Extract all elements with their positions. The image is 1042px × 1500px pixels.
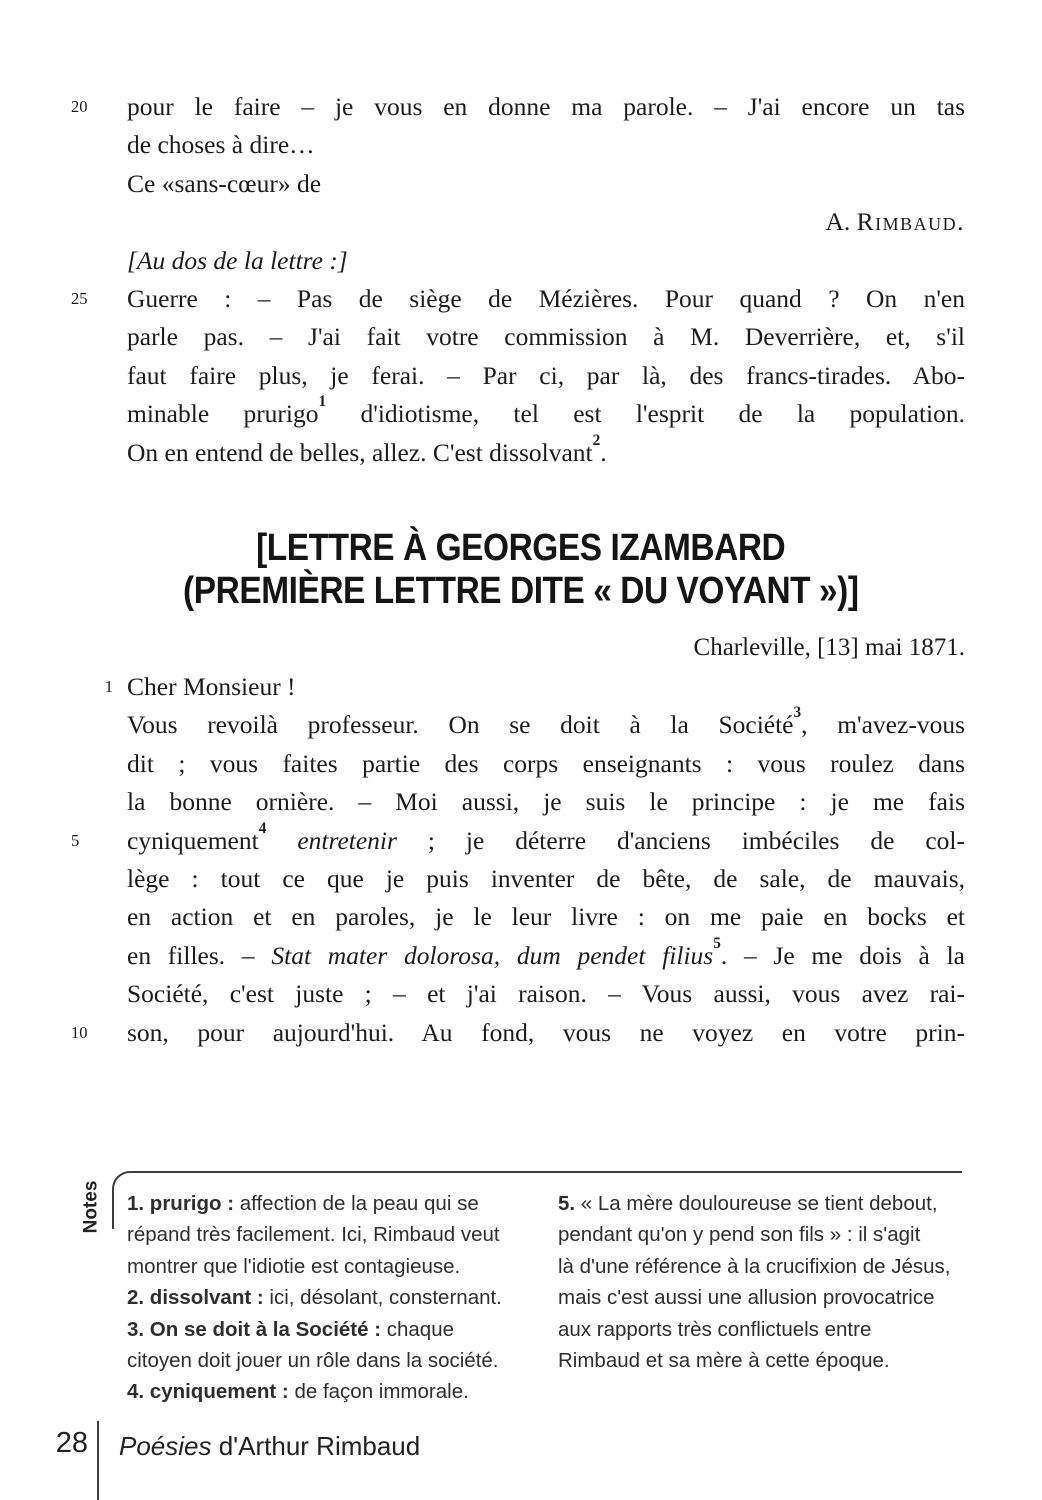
footnote-ref: 5 [713,934,721,952]
text-line [71,280,965,318]
text-segment: 2. dissolvant : [127,1286,264,1310]
notes-column-left [127,1188,553,1408]
text-line [127,898,965,936]
notes-label: Notes [80,1180,102,1234]
text-line [127,126,965,164]
text-line [71,1014,965,1052]
text-segment: entretenir [297,825,397,855]
page-number: 28 [55,1427,88,1459]
note-3 [127,1314,553,1345]
text-segment: en filles. – [127,940,272,970]
section-heading-line-2: (PREMIÈRE LETTRE DITE « DU VOYANT »)] [183,570,859,612]
text-segment: Cher Monsieur ! [127,672,296,701]
margin-line-number: 20 [71,97,88,116]
text-segment: ici, désolant, consternant. [263,1286,502,1310]
margin-line-number: 10 [71,1022,88,1042]
text-segment: de choses à dire… [127,130,315,160]
text-segment: A. [825,207,857,237]
text-line [127,745,965,783]
note-5 [558,1282,992,1313]
text-segment: 1. prurigo : [127,1192,235,1215]
note-5 [558,1219,992,1250]
margin-line-number: 5 [71,830,80,850]
signature [127,203,965,241]
text-segment: Guerre : – Pas de siège de Mézières. Pour quand ? On n'en [127,283,965,313]
letter-body [71,668,966,1052]
text-line [127,165,965,203]
text-segment: lège : tout ce que je puis inventer de bête, de sale, de mauvais, [127,863,965,893]
text-segment: mais c'est aussi une allusion provocatrice [558,1286,935,1310]
text-line [127,357,965,395]
note-5 [558,1188,992,1219]
text-line [127,431,965,472]
text-segment: là d'une référence à la crucifixion de Jésus, [558,1254,951,1278]
notes-column-right [558,1188,992,1376]
text-segment: pendant qu'on y pend son fils » : il s'agit [558,1223,921,1247]
stage-direction [127,242,965,280]
text-line [127,318,965,356]
text-segment: Vous revoilà professeur. On se doit à la Société [127,710,794,740]
text-segment: son, pour aujourd'hui. Au fond, vous ne voyez en votre prin- [127,1017,965,1047]
text-segment: 5. [558,1192,576,1215]
margin-line-number: 1 [104,677,113,696]
text-segment: , m'avez-vous [801,710,965,740]
text-segment: répand très facilement. Ici, Rimbaud veut [127,1223,500,1247]
text-segment: citoyen doit jouer un rôle dans la société. [127,1348,499,1372]
text-segment: « La mère douloureuse se tient debout, [575,1192,938,1215]
text-segment: . – Je me dois à la [720,940,965,970]
footnote-ref: 3 [793,704,802,722]
note-1 [127,1251,553,1282]
note-5 [558,1251,992,1282]
text-line [127,860,965,898]
footnote-ref: 2 [592,431,601,449]
note-1 [127,1188,553,1219]
letter-excerpt-previous [71,88,965,472]
note-2 [127,1282,553,1313]
text-segment [266,826,297,855]
text-segment: . [600,437,607,467]
text-segment: d'idiotisme, tel est l'esprit de la population. [326,399,965,429]
text-segment: Ce «sans-cœur» de [127,168,322,198]
note-3 [127,1345,553,1376]
text-line [127,934,965,975]
text-segment: de façon immorale. [288,1380,469,1404]
text-segment: parle pas. – J'ai fait votre commission à M. Deverrière, et, s'il [127,322,965,352]
margin-line-number: 25 [71,288,88,308]
text-segment: ; je déterre d'anciens imbéciles de col- [396,825,966,855]
text-segment: chaque [381,1317,455,1341]
text-segment: cyniquement [127,825,259,855]
book-title [119,1431,420,1462]
text-line [104,668,965,706]
text-segment: faut faire plus, je ferai. – Par ci, par là, des francs-tirades. Abo- [127,360,965,390]
text-line [127,783,965,821]
text-segment: Rimbaud. [856,207,965,237]
text-segment: minable prurigo [127,399,319,429]
section-heading [0,527,1042,613]
text-line [127,395,965,433]
book-title-italic: Poésies [119,1431,212,1461]
book-title-rest: d'Arthur Rimbaud [211,1431,421,1461]
text-segment: 4. cyniquement : [127,1380,289,1404]
date-line: Charleville, [13] mai 1871. [693,634,965,661]
note-5 [558,1345,992,1376]
text-segment: montrer que l'idiotie est contagieuse. [127,1254,461,1278]
text-segment: Stat mater dolorosa, dum pendet filius [271,940,714,970]
text-segment: [Au dos de la lettre :] [127,245,348,275]
text-segment: dit ; vous faites partie des corps enseignants : vous roulez dans [127,748,965,778]
text-segment: aux rapports très conflictuels entre [558,1317,872,1341]
text-line [71,819,966,860]
text-line [71,88,965,126]
section-heading-line-1: [LETTRE À GEORGES IZAMBARD [256,527,786,569]
text-segment: pour le faire – je vous en donne ma parole. – J'ai encore un tas [127,92,965,121]
text-segment: la bonne ornière. – Moi aussi, je suis le principe : je me fais [127,787,965,817]
footer-divider [97,1421,99,1500]
note-4 [127,1376,553,1407]
text-segment: On en entend de belles, allez. C'est dissolvant [127,437,593,467]
text-line [127,706,965,744]
text-segment: affection de la peau qui se [234,1192,479,1215]
note-5 [558,1314,992,1345]
text-line [127,975,965,1013]
text-segment: Société, c'est juste ; – et j'ai raison. – Vous aussi, vous avez rai- [127,979,965,1009]
text-segment: 3. On se doit à la Société : [127,1317,382,1341]
footnote-ref: 4 [258,819,267,837]
footnote-ref: 1 [318,393,327,411]
text-segment: en action et en paroles, je le leur livre : on me paie en bocks et [127,902,965,932]
note-1 [127,1219,553,1250]
text-segment: Rimbaud et sa mère à cette époque. [558,1348,890,1372]
